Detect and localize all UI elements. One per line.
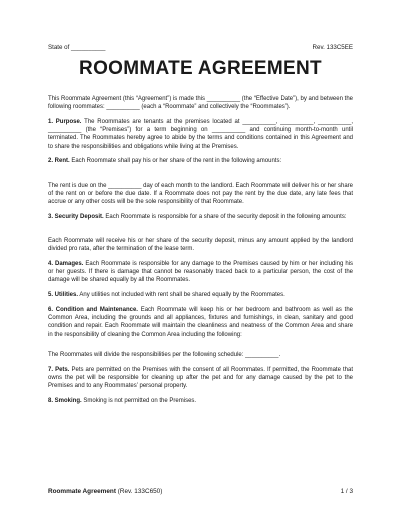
document-body xyxy=(48,95,353,412)
section-text: The Roommates will divide the responsibilities per the following schedule: __________. xyxy=(48,351,281,358)
section-heading: 2. Rent. xyxy=(48,158,70,165)
section-text: Each Roommate is responsible for any damage to the Premises caused by him or her including his or her guests. If there is damage that cannot be reasonably traced back to a particular person, the cost of the damage will be shared equally by all the Roommates. xyxy=(48,261,353,284)
section-smoking xyxy=(48,397,353,405)
schedule-paragraph xyxy=(48,351,353,359)
section-text: Any utilities not included with rent shall be shared equally by the Roommates. xyxy=(78,292,285,299)
section-text: Each Roommate will receive his or her share of the security deposit, minus any amount applied by the landlord divided pro rata, after the termination of the lease term. xyxy=(48,238,353,253)
section-heading: 3. Security Deposit. xyxy=(48,213,104,220)
section-security-deposit xyxy=(48,213,353,221)
page-number: 1 / 3 xyxy=(340,488,353,495)
section-heading: 6. Condition and Maintenance. xyxy=(48,307,138,314)
section-pets xyxy=(48,366,353,391)
section-damages xyxy=(48,260,353,285)
footer-doc-name: Roommate Agreement xyxy=(48,488,116,495)
footer-doc-rev: (Rev. 133C650) xyxy=(115,488,163,495)
section-heading: 8. Smoking. xyxy=(48,397,82,404)
section-text: Smoking is not permitted on the Premises. xyxy=(81,397,197,404)
rent-due-paragraph xyxy=(48,182,353,207)
section-text: The rent is due on the __________ day of each month to the landlord. Each Roommate will deliver his or her share of the rent on or before the due date. If a Roommate does not pay the rent by the due date, any late fees that accrue or any other costs will be the sole responsibility of that Roommate. xyxy=(48,182,353,206)
section-text: Each Roommate shall pay his or her share of the rent in the following amounts: xyxy=(69,158,282,165)
document-title: ROOMMATE AGREEMENT xyxy=(79,58,322,79)
section-text: Each Roommate is responsible for a share of the security deposit in the following amounts: xyxy=(103,213,347,220)
footer-doc-label xyxy=(48,488,162,495)
intro-paragraph: This Roommate Agreement (this “Agreement”) is made this __________ (the “Effective Date”), by and between the following roommates: __________ (each a “Roommate” and collectively the “Roommates”). xyxy=(48,96,353,111)
deposit-return-paragraph xyxy=(48,237,353,253)
section-utilities xyxy=(48,291,353,299)
state-field: State of __________ xyxy=(48,44,106,51)
document-header xyxy=(48,44,353,51)
section-heading: 4. Damages. xyxy=(48,261,84,268)
section-text: Pets are permitted on the Premises with the consent of all Roommates. If permitted, the Roommate that owns the pet will be responsible for cleaning up after the pet and for any damage caused by the pet to the Premises and to any Roommates’ personal property. xyxy=(48,366,354,390)
section-purpose xyxy=(48,118,353,151)
document-footer xyxy=(48,488,353,495)
section-heading: 5. Utilities. xyxy=(48,292,79,299)
section-heading: 1. Purpose. xyxy=(48,119,82,125)
section-text: The Roommates are tenants at the premises located at __________, __________, __________, __________ (the “Premises”) for a term beginning on __________ and continuing month-to-month until terminated. The Roommates hereby agree to abide by the terms and conditions contained in this Agreement and to share the responsibilities and obligations while living at the Premises. xyxy=(48,119,354,150)
section-text: Each Roommate will keep his or her bedroom and bathroom as well as the Common Area, including the grounds and all appliances, fixtures and furnishings, in clean, sanitary and good condition and repair. Each Roommate will maintain the cleanliness and neatness of the Common Area and share in the responsibility of cleaning the Common Area including the following: xyxy=(48,307,353,338)
revision-label: Rev. 133C5EE xyxy=(312,44,353,51)
section-rent xyxy=(48,157,353,165)
section-condition-maintenance xyxy=(48,306,353,339)
section-heading: 7. Pets. xyxy=(48,366,70,373)
